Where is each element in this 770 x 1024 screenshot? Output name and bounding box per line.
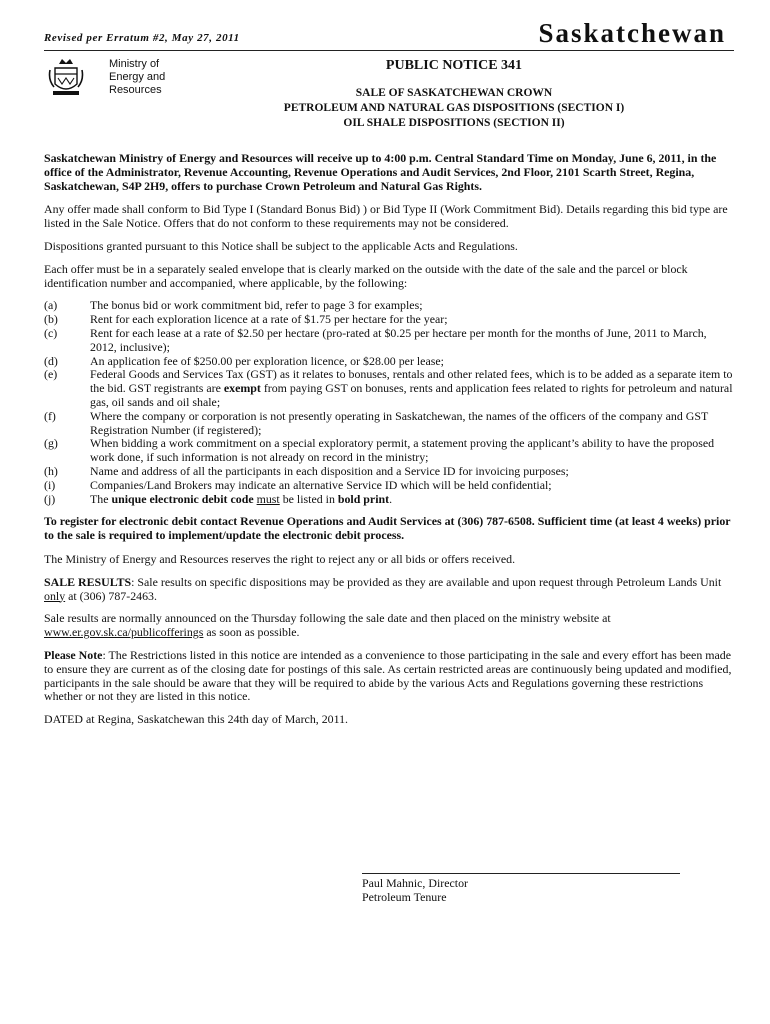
bid-type-paragraph: Any offer made shall conform to Bid Type I (Standard Bonus Bid) ) or Bid Type II (Work Commitment Bid). Details regarding this bid type are listed in the Sale Notice. Offers that do not conform to these requirements may not be considered.	[44, 202, 728, 231]
list-text: Where the company or corporation is not presently operating in Saskatchewan, the names of the officers of the company and GST Registration Number (if registered);	[90, 408, 709, 437]
intro-paragraph: Saskatchewan Ministry of Energy and Resources will receive up to 4:00 p.m. Central Standard Time on Monday, June 6, 2011, in the office of the Administrator, Revenue Accounting, Revenue Operations and Audit Services, 2nd Floor, 2101 Scarth Street, Regina, Saskatchewan, S4P 2H9, offers to purchase Crown Petroleum and Natural Gas Rights.	[44, 151, 717, 193]
list-text	[90, 368, 734, 409]
subtitle-line: OIL SHALE DISPOSITIONS (SECTION II)	[343, 117, 565, 129]
register-paragraph: To register for electronic debit contact Revenue Operations and Audit Services at (306) 787-6508. Sufficient time (at least 4 weeks) prior to the sale is required to implement/update the electronic debit process.	[44, 514, 731, 543]
text-run: be listed in	[279, 491, 338, 506]
notice-subtitle	[204, 86, 704, 131]
list-label: (g)	[44, 436, 58, 451]
list-label: (i)	[44, 477, 56, 492]
list-item	[44, 465, 734, 479]
list-text: Name and address of all the participants in each disposition and a Service ID for invoicing purposes;	[90, 463, 569, 478]
list-label: (c)	[44, 325, 58, 340]
ministry-line: Ministry of	[109, 58, 160, 70]
coat-of-arms-icon	[48, 54, 84, 98]
list-text: Companies/Land Brokers may indicate an alternative Service ID which will be held confidential;	[90, 477, 552, 492]
province-wordmark: Saskatchewan	[538, 18, 726, 48]
website-link[interactable]: www.er.gov.sk.ca/publicofferings	[44, 625, 204, 640]
list-item	[44, 313, 734, 327]
emphasis-text: bold print	[337, 491, 390, 506]
subtitle-line: SALE OF SASKATCHEWAN CROWN	[355, 87, 553, 99]
list-label: (d)	[44, 353, 58, 368]
list-item	[44, 299, 734, 313]
list-text: An application fee of $250.00 per exploration licence, or $28.00 per lease;	[90, 353, 444, 368]
notice-body	[44, 152, 734, 736]
sale-results-label: SALE RESULTS	[44, 574, 132, 589]
list-text: When bidding a work commitment on a special exploratory permit, a statement proving the applicant’s ability to have the proposed work done, if such information is not already on record in the ministry;	[90, 436, 715, 465]
list-item	[44, 437, 734, 465]
subtitle-line: PETROLEUM AND NATURAL GAS DISPOSITIONS (SECTION I)	[283, 102, 625, 114]
signatory-name: Paul Mahnic, Director	[362, 876, 468, 890]
dated-paragraph: DATED at Regina, Saskatchewan this 24th day of March, 2011.	[44, 712, 349, 727]
ministry-name	[109, 58, 219, 97]
list-text: Rent for each exploration licence at a rate of $1.75 per hectare for the year;	[90, 312, 448, 327]
please-note-paragraph	[44, 649, 734, 704]
revision-note: Revised per Erratum #2, May 27, 2011	[44, 32, 240, 44]
list-item	[44, 479, 734, 493]
list-label: (a)	[44, 298, 58, 313]
list-text: The bonus bid or work commitment bid, refer to page 3 for examples;	[90, 298, 423, 313]
please-note-label: Please Note	[44, 647, 103, 662]
sale-results-paragraph	[44, 576, 734, 604]
text-run: .	[389, 491, 393, 506]
requirements-list	[44, 299, 734, 506]
acts-paragraph: Dispositions granted pursuant to this Notice shall be subject to the applicable Acts and Regulations.	[44, 238, 518, 253]
list-item	[44, 327, 734, 355]
envelope-paragraph: Each offer must be in a separately sealed envelope that is clearly marked on the outside with the date of the sale and the parcel or block identification number and accompanied, where applicable, by the following:	[44, 261, 688, 290]
reserve-paragraph: The Ministry of Energy and Resources reserves the right to reject any or all bids or offers received.	[44, 551, 516, 566]
list-text: Rent for each lease at a rate of $2.50 per hectare (pro-rated at $0.25 per hectare per month for the months of June, 2011 to March, 2012, inclusive);	[90, 325, 707, 354]
text-run: at (306) 787-2463.	[65, 588, 157, 603]
list-label: (j)	[44, 491, 56, 506]
text-run: Sale results are normally announced on the Thursday following the sale date and then placed on the ministry website at	[44, 611, 611, 626]
signature-line	[362, 873, 680, 874]
emphasis-text: unique electronic debit code	[111, 491, 254, 506]
page-header	[44, 20, 734, 51]
text-run: : Sale results on specific dispositions may be provided as they are available and upon request through Petroleum Lands Unit	[131, 574, 722, 589]
emphasis-text: exempt	[223, 381, 261, 396]
document-page	[44, 18, 734, 904]
announced-paragraph	[44, 612, 734, 640]
list-item	[44, 355, 734, 369]
signature-block	[362, 873, 680, 904]
list-text	[90, 493, 734, 507]
list-label: (h)	[44, 463, 58, 478]
underlined-text: must	[256, 491, 280, 506]
list-item	[44, 493, 734, 507]
list-label: (e)	[44, 367, 58, 382]
list-item	[44, 368, 734, 409]
text-run: Federal Goods and Services Tax (GST) as it relates to bonuses, rentals and other related fees, which is to be added as a separate item to the bid. GST registrants are	[90, 367, 733, 396]
text-run: as soon as possible.	[203, 625, 300, 640]
ministry-line: Resources	[109, 84, 162, 96]
ministry-line: Energy and	[109, 71, 166, 83]
list-label: (f)	[44, 408, 56, 423]
notice-title-block	[204, 58, 704, 131]
underlined-text: only	[44, 588, 66, 603]
notice-number: PUBLIC NOTICE 341	[385, 58, 523, 73]
text-run: from paying GST on bonuses, rents and application fees related to rights for petroleum and natural gas, oil sands and oil shale;	[90, 381, 733, 409]
list-item	[44, 410, 734, 438]
text-run: : The Restrictions listed in this notice are intended as a convenience to those participating in the sale and every effort has been made to ensure they are current as of the closing date for postings of this sale. As certain restricted areas are continuously being updated and modified, participants in the sale should be aware that they will be required to abide by the various Acts and Regulations governing these restrictions whether or not they are listed in this notice.	[44, 647, 732, 704]
signatory-unit: Petroleum Tenure	[362, 890, 447, 904]
list-label: (b)	[44, 312, 58, 327]
text-run: The	[90, 491, 112, 506]
